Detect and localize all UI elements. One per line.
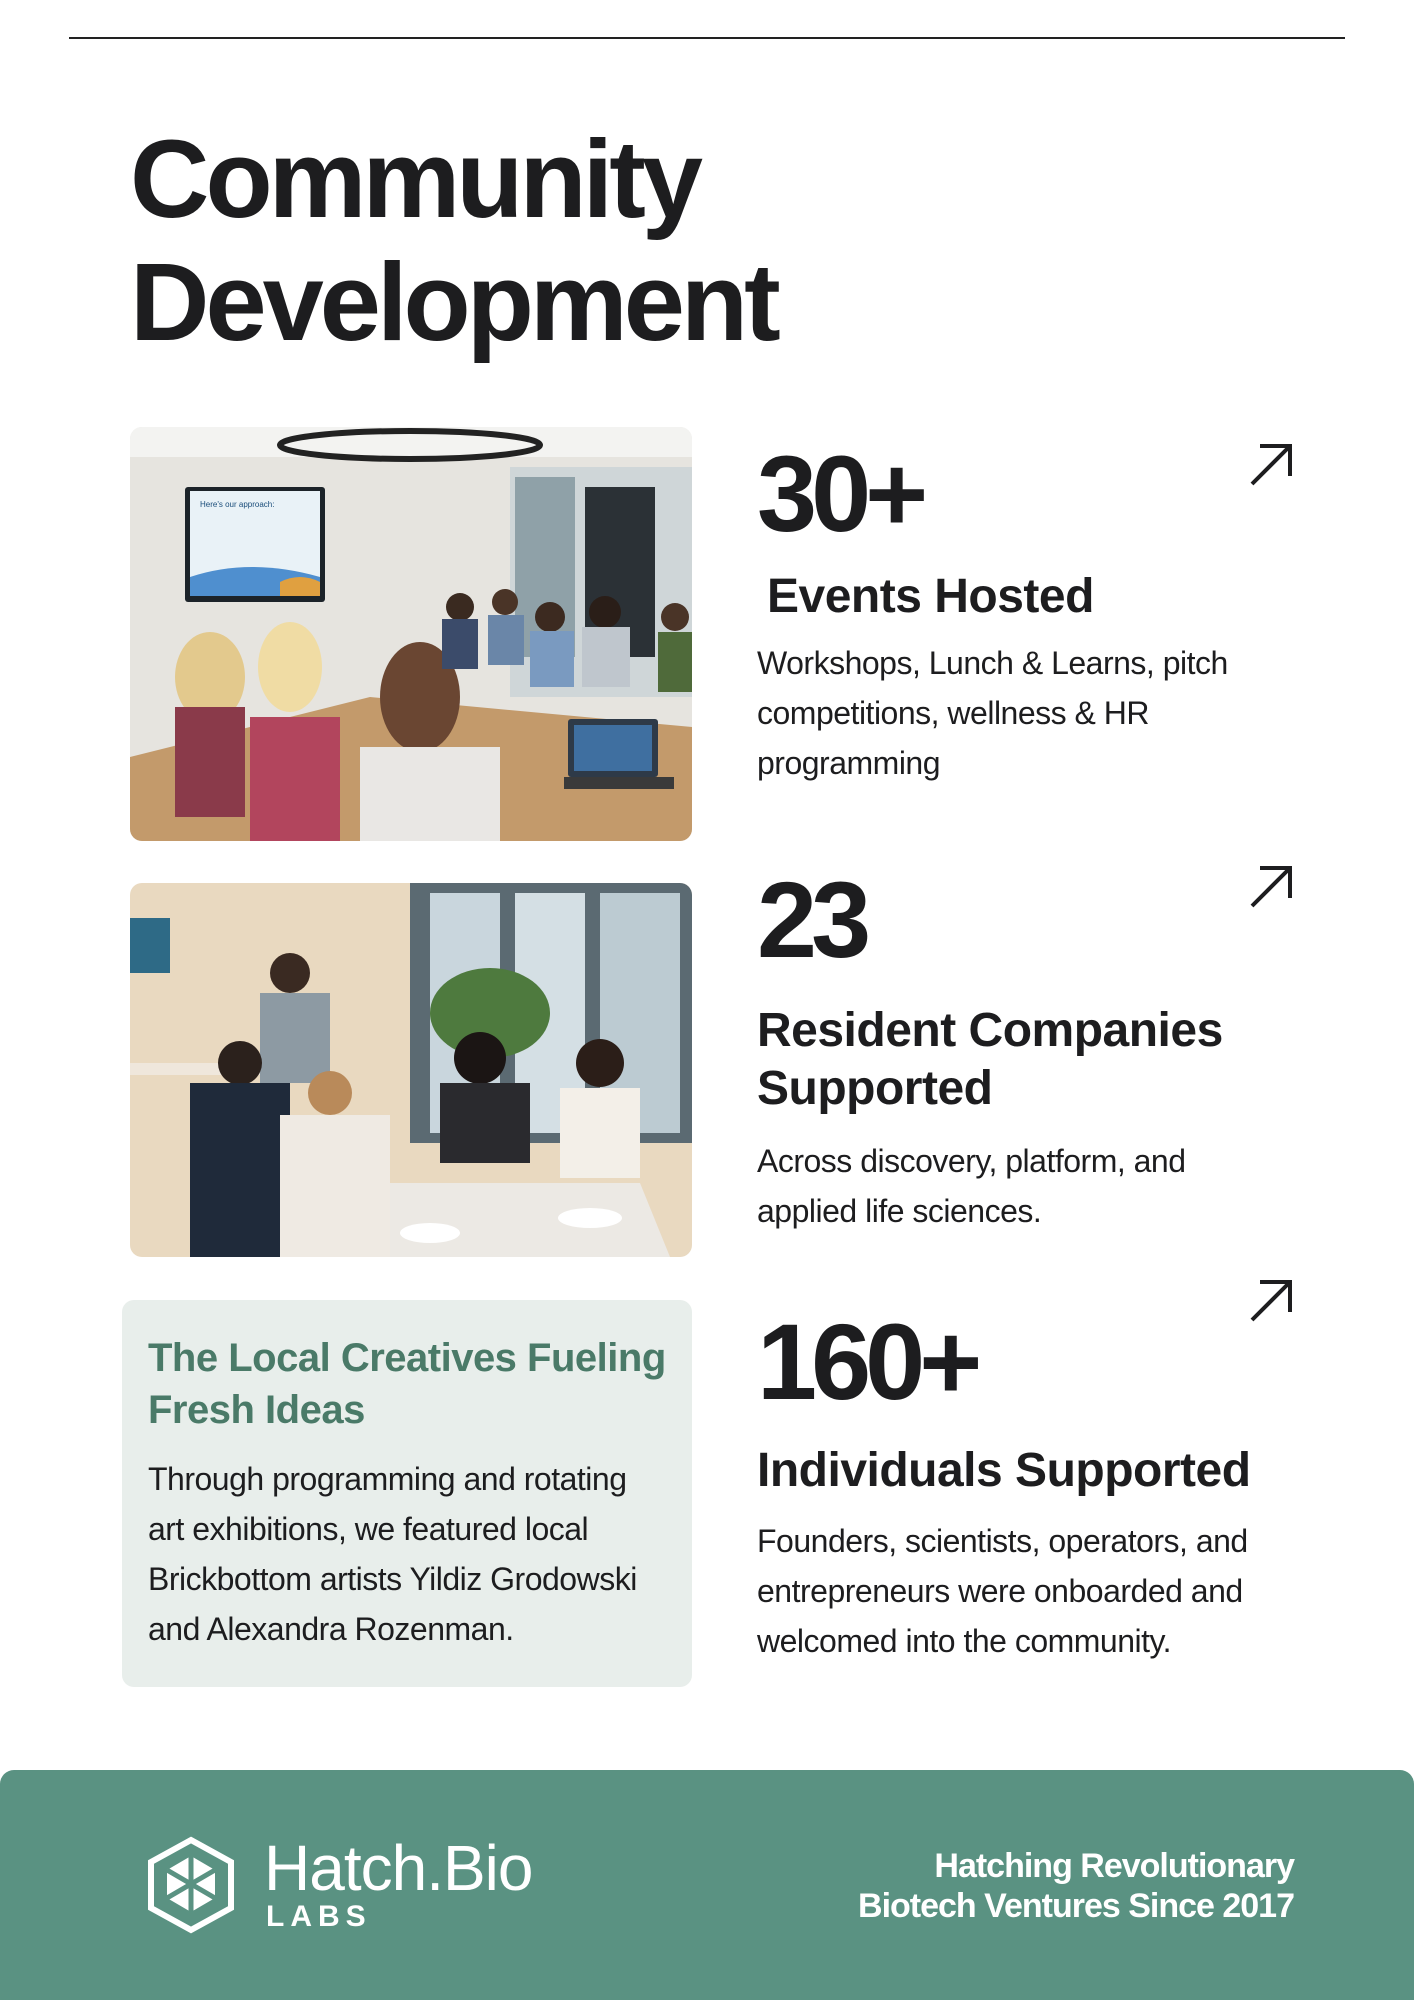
event-photo-meeting xyxy=(130,427,692,841)
feature-title: The Local Creatives Fueling Fresh Ideas xyxy=(148,1336,666,1432)
page-title: Community Development xyxy=(130,118,777,364)
arrow-up-right-icon[interactable] xyxy=(1246,440,1296,490)
hexagon-logo-icon xyxy=(145,1836,237,1934)
stat-heading: Events Hosted xyxy=(767,570,1094,623)
feature-body: Through programming and rotating art exhibitions, we featured local Brickbottom artists Yildiz Grodowski and Alexandra Rozenman. xyxy=(148,1461,637,1647)
stat-heading: Individuals Supported xyxy=(757,1444,1251,1497)
stat-description: Across discovery, platform, and applied life sciences. xyxy=(757,1143,1186,1229)
arrow-up-right-icon[interactable] xyxy=(1246,1276,1296,1326)
tagline-line-2: Biotech Ventures Since 2017 xyxy=(858,1887,1294,1925)
logo-subtitle: LABS xyxy=(266,1900,372,1933)
stat-individuals xyxy=(757,1301,1317,1666)
footer xyxy=(0,1770,1414,2000)
footer-tagline xyxy=(734,1846,1294,1926)
stat-companies xyxy=(757,859,1317,1236)
stat-events xyxy=(757,433,1317,788)
feature-card xyxy=(122,1300,692,1687)
stat-number: 160+ xyxy=(757,1301,977,1422)
logo-wordmark: Hatch.Bio xyxy=(264,1832,533,1904)
screen-text: Here's our approach: xyxy=(200,500,275,509)
stat-number: 23 xyxy=(757,859,866,980)
top-divider xyxy=(69,37,1345,39)
event-photo-art-workshop xyxy=(130,883,692,1257)
stat-description: Workshops, Lunch & Learns, pitch competitions, wellness & HR programming xyxy=(757,645,1228,781)
stat-heading: Resident Companies Supported xyxy=(757,1004,1223,1115)
stat-description: Founders, scientists, operators, and entrepreneurs were onboarded and welcomed into the community. xyxy=(757,1523,1248,1659)
tagline-line-1: Hatching Revolutionary xyxy=(934,1847,1294,1885)
arrow-up-right-icon[interactable] xyxy=(1246,862,1296,912)
stat-number: 30+ xyxy=(757,433,923,554)
